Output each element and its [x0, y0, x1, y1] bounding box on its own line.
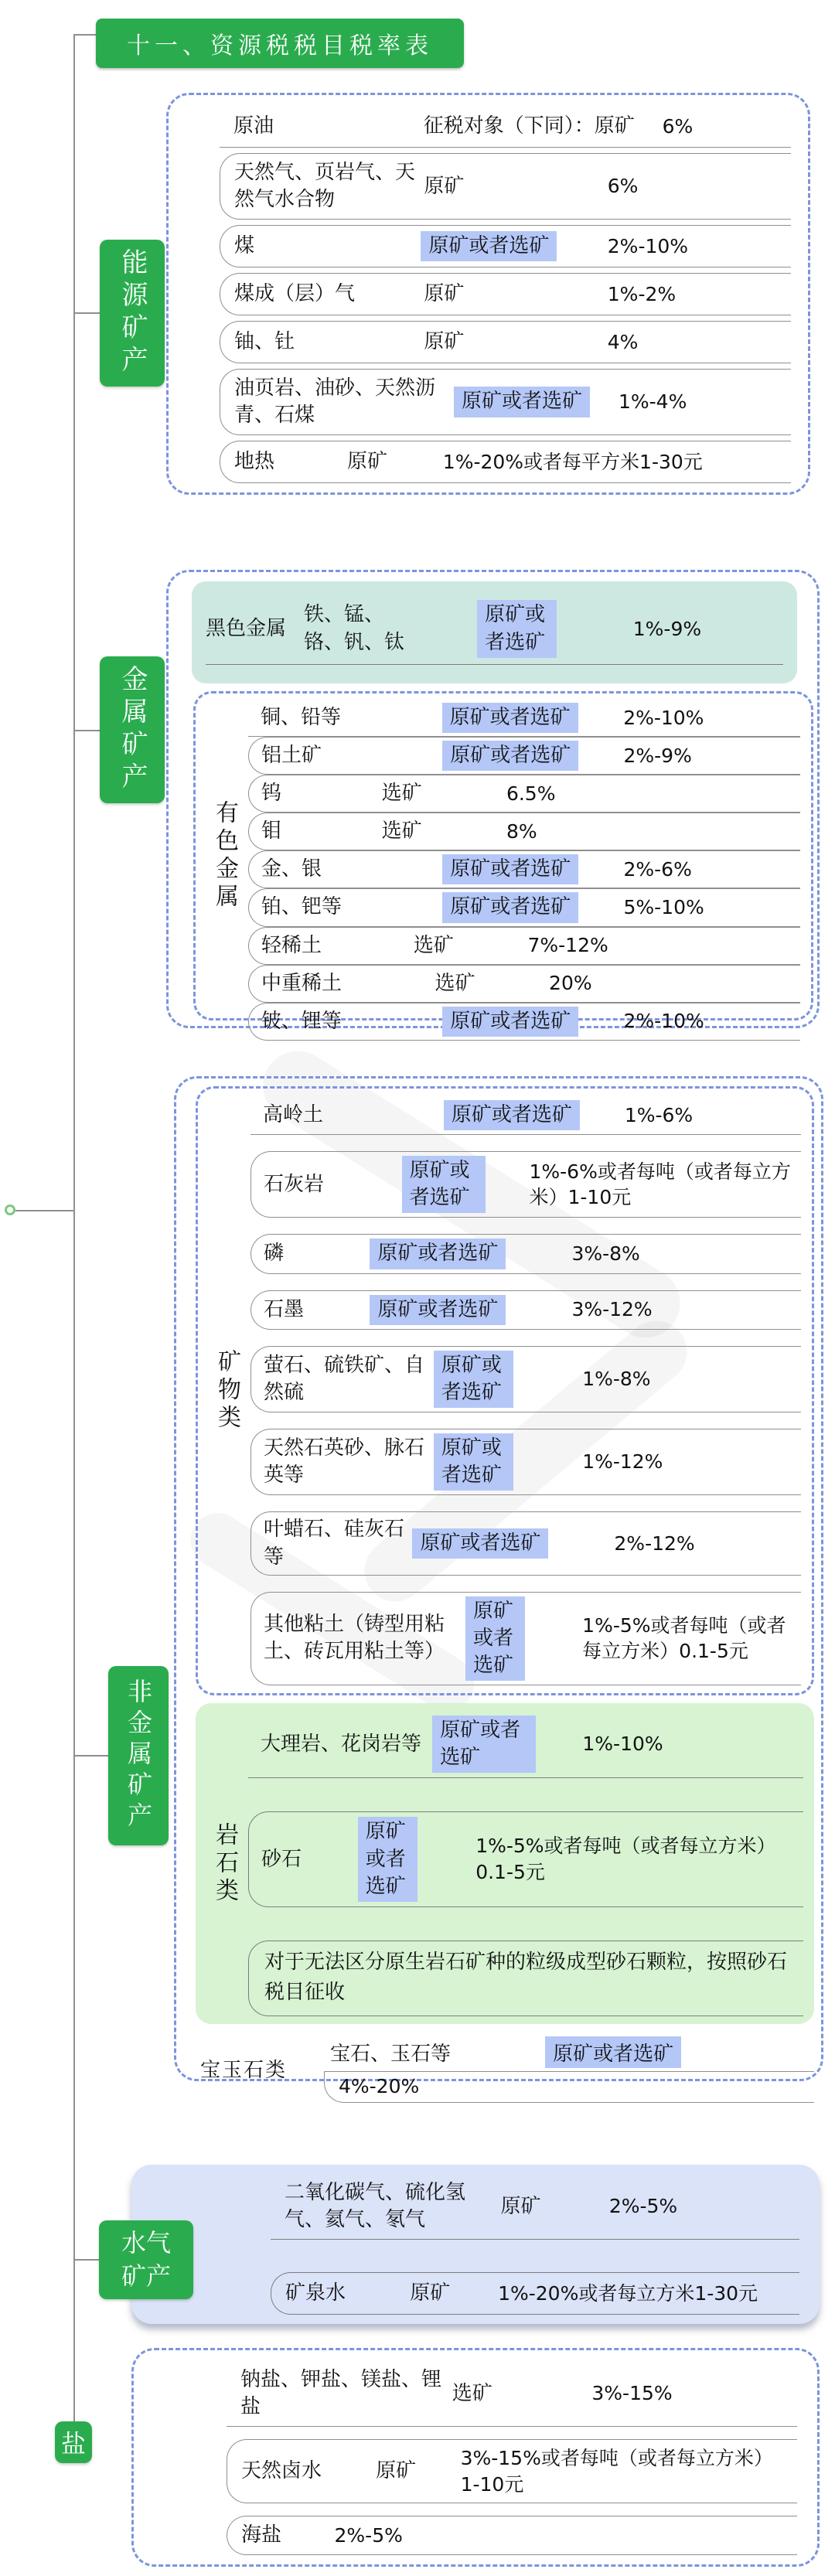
mineral-name: 钼: [261, 819, 282, 843]
tax-object-highlight: 原矿或者选矿: [442, 1007, 578, 1037]
tax-object-highlight: 原矿或者选矿: [421, 231, 557, 261]
tax-object-highlight: 原矿或者选矿: [402, 1156, 486, 1213]
tax-row[interactable]: [271, 2272, 799, 2315]
root-node-icon[interactable]: [5, 1205, 15, 1215]
colored-metal-cloud: [193, 691, 813, 1033]
mineral-name: 铝土矿: [261, 744, 322, 768]
mineral-name: 油页岩、油砂、天然沥青、石煤: [234, 376, 436, 427]
tax-row[interactable]: [248, 813, 800, 850]
tax-rate: 2%-9%: [623, 744, 692, 767]
branch-node-energy[interactable]: [100, 240, 165, 387]
mineral-name: 铁、锰、铬、钒、钛: [303, 603, 404, 654]
tax-object: 原矿: [376, 2459, 417, 2482]
tax-object: 征税对象（下同）：原矿: [423, 114, 635, 138]
tax-rate: 1%-20%或者每立方米1-30元: [498, 2281, 758, 2305]
tax-object: 选矿: [381, 782, 422, 806]
tax-object-highlight: 原矿或者选矿: [412, 1528, 548, 1559]
tax-object: 选矿: [435, 971, 475, 995]
tax-row[interactable]: [250, 1234, 801, 1273]
tax-rate: 2%-5%: [608, 2195, 678, 2218]
branch-node-metal[interactable]: [100, 656, 165, 803]
tax-row[interactable]: [248, 927, 800, 965]
tax-rate: 2%-5%: [334, 2523, 403, 2547]
tax-object-highlight: 原矿或者选矿: [545, 2036, 681, 2068]
tax-object: 原矿: [424, 329, 465, 353]
tax-rate: 7%-12%: [527, 934, 608, 957]
mineral-name: 煤成（层）气: [234, 281, 356, 305]
tax-rate: 2%-10%: [623, 706, 704, 729]
tax-row[interactable]: [248, 700, 800, 737]
tax-rate: 8%: [506, 819, 537, 843]
tax-row[interactable]: [220, 441, 791, 483]
mineral-name: 天然气、页岩气、天然气水合物: [234, 160, 416, 212]
tax-object-highlight: 原矿或者选矿: [477, 600, 633, 657]
mineral-name: 原油: [233, 114, 274, 138]
tax-rate: 1%-20%或者每平方米1-30元: [442, 450, 703, 473]
watergas-cloud: [131, 2165, 820, 2324]
mineral-name: 叶蜡石、硅灰石等: [264, 1518, 405, 1569]
tax-row[interactable]: [250, 1096, 801, 1135]
tax-rate: 2%-6%: [623, 858, 692, 881]
tax-rate: 1%-5%或者每吨（或者每立方米）0.1-5元: [475, 1835, 776, 1884]
connector-line: [73, 2259, 99, 2261]
tax-row[interactable]: [227, 2516, 797, 2555]
mineral-name: 高岭土: [263, 1103, 324, 1126]
nonmetal-cloud: [174, 1076, 823, 2097]
tax-object-highlight: 原矿或者选矿: [358, 1817, 418, 1901]
mineral-name: 矿泉水: [285, 2281, 346, 2305]
mineral-name: 地热: [234, 449, 275, 473]
mineral-name: 二氧化碳气、硫化氢气、氦气、氡气: [285, 2181, 466, 2232]
tax-row[interactable]: [220, 369, 791, 435]
metal-cloud: [166, 570, 820, 1033]
mineral-name: 石灰岩: [264, 1172, 325, 1196]
mineral-class-cloud: [196, 1086, 814, 1695]
salt-cloud: [131, 2348, 820, 2567]
tax-rate: 5%-10%: [623, 896, 704, 919]
tax-rate: 1%-6%或者每吨（或者每立方米）1-10元: [529, 1160, 791, 1209]
tax-object: 原矿: [347, 449, 388, 473]
tax-object-highlight: 原矿或者选矿: [434, 1351, 513, 1408]
tax-rate: 1%-9%: [632, 617, 702, 640]
mineral-name: 宝石、玉石等: [330, 2043, 452, 2066]
mineral-name: 铀、钍: [234, 329, 295, 353]
tax-rate: 2%-10%: [607, 234, 689, 257]
tax-row[interactable]: [220, 106, 791, 148]
tax-row[interactable]: [220, 273, 791, 315]
mineral-name: 萤石、硫铁矿、自然硫: [264, 1353, 425, 1404]
tax-row[interactable]: [248, 888, 800, 926]
branch-label: 盐: [60, 2429, 86, 2458]
tax-row[interactable]: [220, 225, 791, 267]
tax-rate: 1%-10%: [582, 1733, 663, 1756]
tax-object-highlight: 原矿或者选矿: [432, 1716, 536, 1773]
rock-note[interactable]: 对于无法区分原生岩石矿种的粒级成型砂石颗粒，按照砂石税目征收: [248, 1941, 803, 2016]
tax-rate: 3%-15%或者每吨（或者每立方米）1-10元: [460, 2446, 773, 2496]
tax-rate: 3%-8%: [571, 1242, 640, 1266]
tax-object: 选矿: [381, 819, 422, 843]
tax-rate: 1%-12%: [582, 1450, 663, 1474]
tax-row[interactable]: [250, 1429, 801, 1495]
tax-rate: 3%-12%: [571, 1298, 653, 1321]
tax-object-highlight: 原矿或者选矿: [465, 1596, 525, 1681]
mineral-name: 铍、锂等: [261, 1009, 343, 1033]
mineral-name: 钨: [261, 782, 282, 806]
tax-rate: 1%-4%: [619, 390, 687, 414]
tax-row[interactable]: [227, 2361, 797, 2427]
tax-row[interactable]: [250, 1151, 801, 1218]
mineral-name: 轻稀土: [261, 933, 322, 957]
mineral-name: 大理岩、花岗岩等: [261, 1732, 422, 1756]
tax-object-highlight: 原矿或者选矿: [442, 741, 578, 771]
tax-rate: 1%-2%: [607, 282, 677, 305]
tax-row[interactable]: [248, 775, 800, 813]
tax-row[interactable]: [248, 737, 800, 775]
mineral-name: 铂、钯等: [261, 895, 343, 919]
mineral-name: 煤: [234, 234, 255, 257]
tax-row[interactable]: [248, 1811, 803, 1906]
energy-cloud: [166, 93, 810, 495]
tax-object: 选矿: [452, 2381, 492, 2405]
tax-rate: 4%: [607, 330, 639, 353]
tax-row[interactable]: [248, 1003, 800, 1041]
mineral-name: 中重稀土: [261, 971, 343, 995]
tax-rate: 2%-12%: [614, 1532, 695, 1555]
tax-rate: 1%-8%: [582, 1368, 651, 1391]
tax-rate: 6.5%: [506, 782, 556, 805]
tax-object-highlight: 原矿或者选矿: [454, 387, 590, 417]
tax-row[interactable]: [220, 153, 791, 220]
mineral-name: 天然石英砂、脉石英等: [264, 1436, 425, 1487]
tax-rate: 1%-5%或者每吨（或者每立方米）0.1-5元: [582, 1613, 786, 1663]
tax-row[interactable]: [248, 850, 800, 888]
mineral-name: 钠盐、钾盐、镁盐、锂盐: [240, 2368, 442, 2419]
mineral-name: 金、银: [261, 857, 322, 881]
tax-object: 原矿: [424, 281, 465, 305]
tax-object: 原矿: [500, 2194, 541, 2218]
branch-node-salt[interactable]: [55, 2421, 92, 2463]
tax-object-highlight: 原矿或者选矿: [370, 1239, 506, 1269]
branch-node-nonmetal[interactable]: [108, 1666, 169, 1845]
connector-line: [73, 312, 100, 314]
black-metal-block[interactable]: [192, 581, 797, 683]
tax-rate: 1%-6%: [624, 1103, 694, 1126]
tax-object: 原矿: [410, 2281, 451, 2305]
mineral-name: 砂石: [261, 1847, 302, 1871]
group-label: 有色金属: [211, 800, 238, 911]
branch-label: 水气矿产: [121, 2227, 171, 2291]
tax-rate: 2%-10%: [623, 1010, 704, 1033]
connector-line: [73, 730, 100, 731]
group-label: 黑色金属: [206, 616, 287, 640]
connector-line: [73, 34, 98, 36]
tax-row[interactable]: [227, 2439, 797, 2504]
tax-row[interactable]: [271, 2174, 799, 2240]
branch-label: 非金属矿产: [124, 1678, 153, 1833]
tax-object-highlight: 原矿或者选矿: [442, 703, 578, 733]
tax-row[interactable]: [250, 1592, 801, 1685]
group-label: 矿物类: [213, 1349, 240, 1433]
tax-rate: 20%: [549, 972, 592, 995]
tax-object-highlight: 原矿或者选矿: [370, 1295, 506, 1325]
rock-class-block: [196, 1703, 814, 2024]
mineral-name: 磷: [264, 1242, 285, 1266]
connector-line: [15, 1210, 73, 1211]
tax-object: 选矿: [413, 933, 454, 957]
mineral-name: 石墨: [264, 1297, 305, 1321]
tax-row[interactable]: [220, 321, 791, 363]
tax-object: 原矿: [424, 174, 465, 198]
tax-rate: 6%: [607, 175, 639, 198]
tax-row[interactable]: [248, 1711, 803, 1778]
mineral-name: 海盐: [241, 2523, 282, 2547]
tax-rate: 4%-20%: [324, 2072, 814, 2103]
mineral-name: 铜、铅等: [261, 706, 342, 729]
gem-class-row[interactable]: [196, 2033, 814, 2103]
tax-row[interactable]: [250, 1511, 801, 1575]
group-label: 岩石类: [211, 1821, 238, 1906]
tax-row[interactable]: [250, 1346, 801, 1412]
branch-spine-line: [73, 34, 75, 2441]
tax-rate: 6%: [662, 114, 694, 138]
tax-object-highlight: 原矿或者选矿: [434, 1433, 513, 1491]
branch-label: 能源矿产: [117, 248, 148, 378]
map-title[interactable]: 十一、资源税税目税率表: [96, 19, 464, 68]
tax-object-highlight: 原矿或者选矿: [444, 1100, 580, 1130]
tax-row[interactable]: [248, 965, 800, 1003]
tax-rate: 3%-15%: [591, 2382, 673, 2405]
group-label: 宝玉石类: [200, 2058, 288, 2082]
mineral-name: 天然卤水: [241, 2459, 322, 2482]
branch-label: 金属矿产: [117, 665, 148, 795]
mineral-name: 其他粘土（铸型用粘土、砖瓦用粘土等）: [264, 1613, 445, 1664]
connector-line: [73, 1755, 108, 1757]
tax-object-highlight: 原矿或者选矿: [442, 854, 578, 884]
branch-node-watergas[interactable]: [99, 2220, 193, 2299]
tax-row[interactable]: [250, 1290, 801, 1330]
tax-object-highlight: 原矿或者选矿: [442, 892, 578, 922]
